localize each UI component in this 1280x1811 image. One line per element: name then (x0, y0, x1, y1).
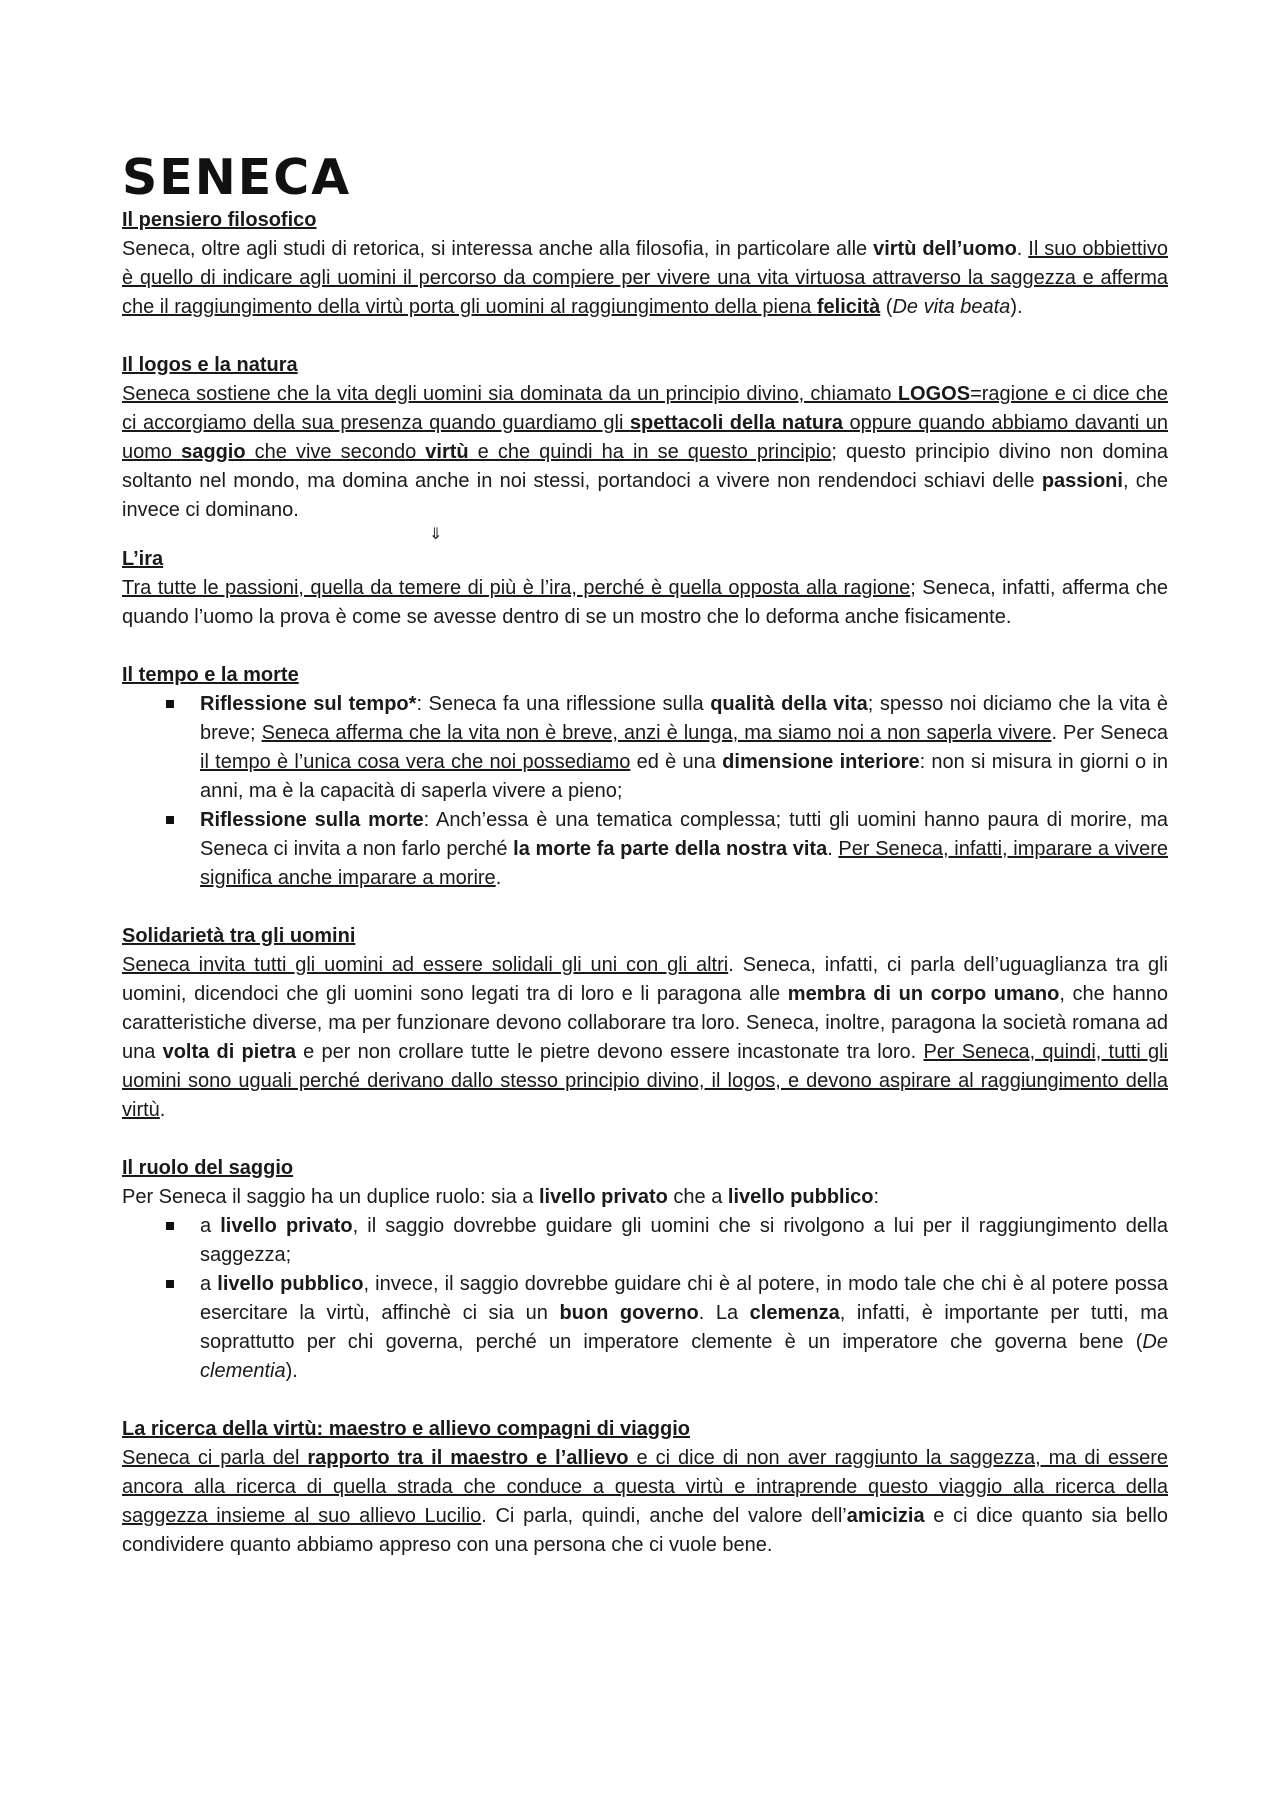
bold-text: buon governo (559, 1302, 699, 1324)
paragraph (122, 1183, 1168, 1212)
list-item (200, 1270, 1168, 1386)
underlined-text: Tra tutte le passioni, quella da temere di più è l’ira, perché è quella opposta alla ragione (122, 577, 911, 599)
bold-text: passioni (1041, 470, 1123, 492)
text-run: . (159, 1099, 166, 1121)
bold-underlined-text: virtù (425, 441, 469, 463)
bold-underlined-text: spettacoli della natura (629, 412, 843, 434)
text-run: Per Seneca il saggio ha un duplice ruolo: sia a (122, 1186, 539, 1208)
underlined-text: che vive secondo (245, 441, 426, 463)
bullet-list (122, 690, 1168, 893)
text-run: ; questo principio divino non domina soltanto nel mondo, ma domina anche in noi stessi, portandoci a vivere non rendendoci schiavi delle (122, 441, 1169, 492)
underlined-text: oppure quando abbiamo davanti un uomo (122, 412, 1168, 463)
text-run: , invece, il saggio dovrebbe guidare chi è al potere, in modo tale che chi è al potere possa esercitare la virtù, affinchè ci sia un (200, 1273, 1168, 1324)
bold-text: qualità della vita (710, 693, 868, 715)
underlined-text: Per Seneca, quindi, tutti gli uomini sono uguali perché derivano dallo stesso principio divino, il logos, e devono aspirare al raggiungimento della virtù (122, 1041, 1168, 1121)
text-run: , che hanno caratteristiche diverse, ma per funzionare devono collaborare tra loro. Seneca, inoltre, paragona la società romana ad una (122, 983, 1169, 1063)
text-run: ( (880, 296, 893, 318)
paragraph (122, 1444, 1168, 1560)
text-run: Seneca, oltre agli studi di retorica, si interessa anche alla filosofia, in particolare alle (122, 238, 874, 260)
text-run: , che invece ci dominano. (122, 470, 1169, 521)
bold-underlined-text: LOGOS (897, 383, 971, 405)
text-run: ). (1010, 296, 1023, 318)
italic-title: De clementia (200, 1331, 1168, 1382)
underlined-text: il tempo è l’unica cosa vera che noi possediamo (200, 751, 631, 773)
underlined-text: Il suo obbiettivo è quello di indicare agli uomini il percorso da compiere per vivere una vita virtuosa attraverso la saggezza e afferma che il raggiungimento della virtù porta gli uomini al raggiungimento della piena (122, 238, 1168, 318)
list-item (200, 1212, 1168, 1270)
paragraph (122, 951, 1168, 1125)
underlined-text: Seneca afferma che la vita non è breve, anzi è lunga, ma siamo noi a non saperla vivere (261, 722, 1052, 744)
text-run: . Ci parla, quindi, anche del valore dell’ (481, 1505, 847, 1527)
bold-text: livello privato (538, 1186, 668, 1208)
underlined-text: Seneca ci parla del (122, 1447, 308, 1469)
underlined-text: Per Seneca, infatti, imparare a vivere significa anche imparare a morire (200, 838, 1168, 889)
section-ruolo-saggio (122, 1154, 1168, 1386)
section-tempo-morte (122, 661, 1168, 893)
bold-text: la morte fa parte della nostra vita (513, 838, 828, 860)
text-run: ; Seneca, infatti, afferma che quando l’uomo la prova è come se avesse dentro di se un mostro che lo deforma anche fisicamente. (122, 577, 1169, 628)
list-item (200, 690, 1168, 806)
text-run: che a (667, 1186, 728, 1208)
bold-underlined-text: rapporto tra il maestro e l’allievo (307, 1447, 629, 1469)
section-heading: Il tempo e la morte (122, 664, 299, 686)
section-pensiero-filosofico (122, 206, 1168, 322)
underlined-text: e ci dice di non aver raggiunto la saggezza, ma di essere ancora alla ricerca di quella strada che conduce a questa virtù e intraprende questo viaggio alla ricerca della saggezza insieme al suo allievo Lucilio (122, 1447, 1168, 1527)
bold-text: amicizia (846, 1505, 925, 1527)
underlined-text: Seneca sostiene che la vita degli uomini sia dominata da un principio divino, chiamato (122, 383, 898, 405)
text-run: ). (285, 1360, 298, 1382)
bold-text: dimensione interiore (722, 751, 920, 773)
underlined-text: =ragione e ci dice che ci accorgiamo della sua presenza quando guardiamo gli (122, 383, 1168, 434)
bold-text: volta di pietra (162, 1041, 296, 1063)
text-run: e ci dice quanto sia bello condividere quanto abbiamo appreso con una persona che ci vuole bene. (122, 1505, 1169, 1556)
text-run: , il saggio dovrebbe guidare gli uomini che si rivolgono a lui per il raggiungimento della saggezza; (200, 1215, 1168, 1266)
text-run: . (1016, 238, 1029, 260)
text-run: . Seneca, infatti, ci parla dell’uguaglianza tra gli uomini, dicendoci che gli uomini sono legati tra di loro e li paragona alle (122, 954, 1168, 1005)
text-run: . La (698, 1302, 750, 1324)
paragraph (122, 380, 1168, 525)
text-run: : Seneca fa una riflessione sulla (416, 693, 711, 715)
bold-text: livello pubblico (727, 1186, 874, 1208)
text-run: a (200, 1273, 218, 1295)
section-heading: L’ira (122, 548, 164, 570)
text-run: ; spesso noi diciamo che la vita è breve; (200, 693, 1169, 744)
underlined-text: e che quindi ha in se questo principio (468, 441, 832, 463)
bold-text: membra di un corpo umano (787, 983, 1060, 1005)
text-run: : (873, 1186, 880, 1208)
text-run: . (495, 867, 502, 889)
underlined-text: Seneca invita tutti gli uomini ad essere solidali gli uni con gli altri (122, 954, 729, 976)
text-run: a (200, 1215, 221, 1237)
bullet-list (122, 1212, 1168, 1386)
text-run: ed è una (630, 751, 723, 773)
bold-text: clemenza (749, 1302, 840, 1324)
bold-text: Riflessione sul tempo* (200, 693, 417, 715)
section-heading: Il logos e la natura (122, 354, 298, 376)
section-heading: La ricerca della virtù: maestro e allievo compagni di viaggio (122, 1418, 690, 1440)
bold-text: Riflessione sulla morte (200, 809, 424, 831)
bold-underlined-text: felicità (816, 296, 881, 318)
text-run: : Anch’essa è una tematica complessa; tutti gli uomini hanno paura di morire, ma Seneca ci invita a non farlo perché (200, 809, 1168, 860)
paragraph (122, 574, 1168, 632)
section-heading: Il ruolo del saggio (122, 1157, 294, 1179)
bold-text: virtù dell’uomo (873, 238, 1017, 260)
text-run: . Per Seneca (1051, 722, 1168, 744)
text-run: , infatti, è importante per tutti, ma soprattutto per chi governa, perché un imperatore clemente è un imperatore che governa bene ( (200, 1302, 1168, 1353)
section-ricerca-virtu (122, 1415, 1168, 1560)
bold-text: livello privato (220, 1215, 353, 1237)
section-heading: Solidarietà tra gli uomini (122, 925, 356, 947)
section-logos-natura (122, 351, 1168, 545)
bold-underlined-text: saggio (181, 441, 246, 463)
section-ira (122, 545, 1168, 632)
down-arrow-icon: ⇓ (429, 526, 443, 543)
paragraph (122, 235, 1168, 322)
list-item (200, 806, 1168, 893)
text-run: e per non crollare tutte le pietre devono essere incastonate tra loro. (295, 1041, 924, 1063)
bold-text: livello pubblico (217, 1273, 364, 1295)
text-run: . (827, 838, 839, 860)
section-heading: Il pensiero filosofico (122, 209, 317, 231)
document-title: SENECA (122, 149, 352, 206)
italic-title: De vita beata (892, 296, 1011, 318)
text-run: : non si misura in giorni o in anni, ma è la capacità di saperla vivere a pieno; (200, 751, 1169, 802)
section-solidarieta (122, 922, 1168, 1125)
